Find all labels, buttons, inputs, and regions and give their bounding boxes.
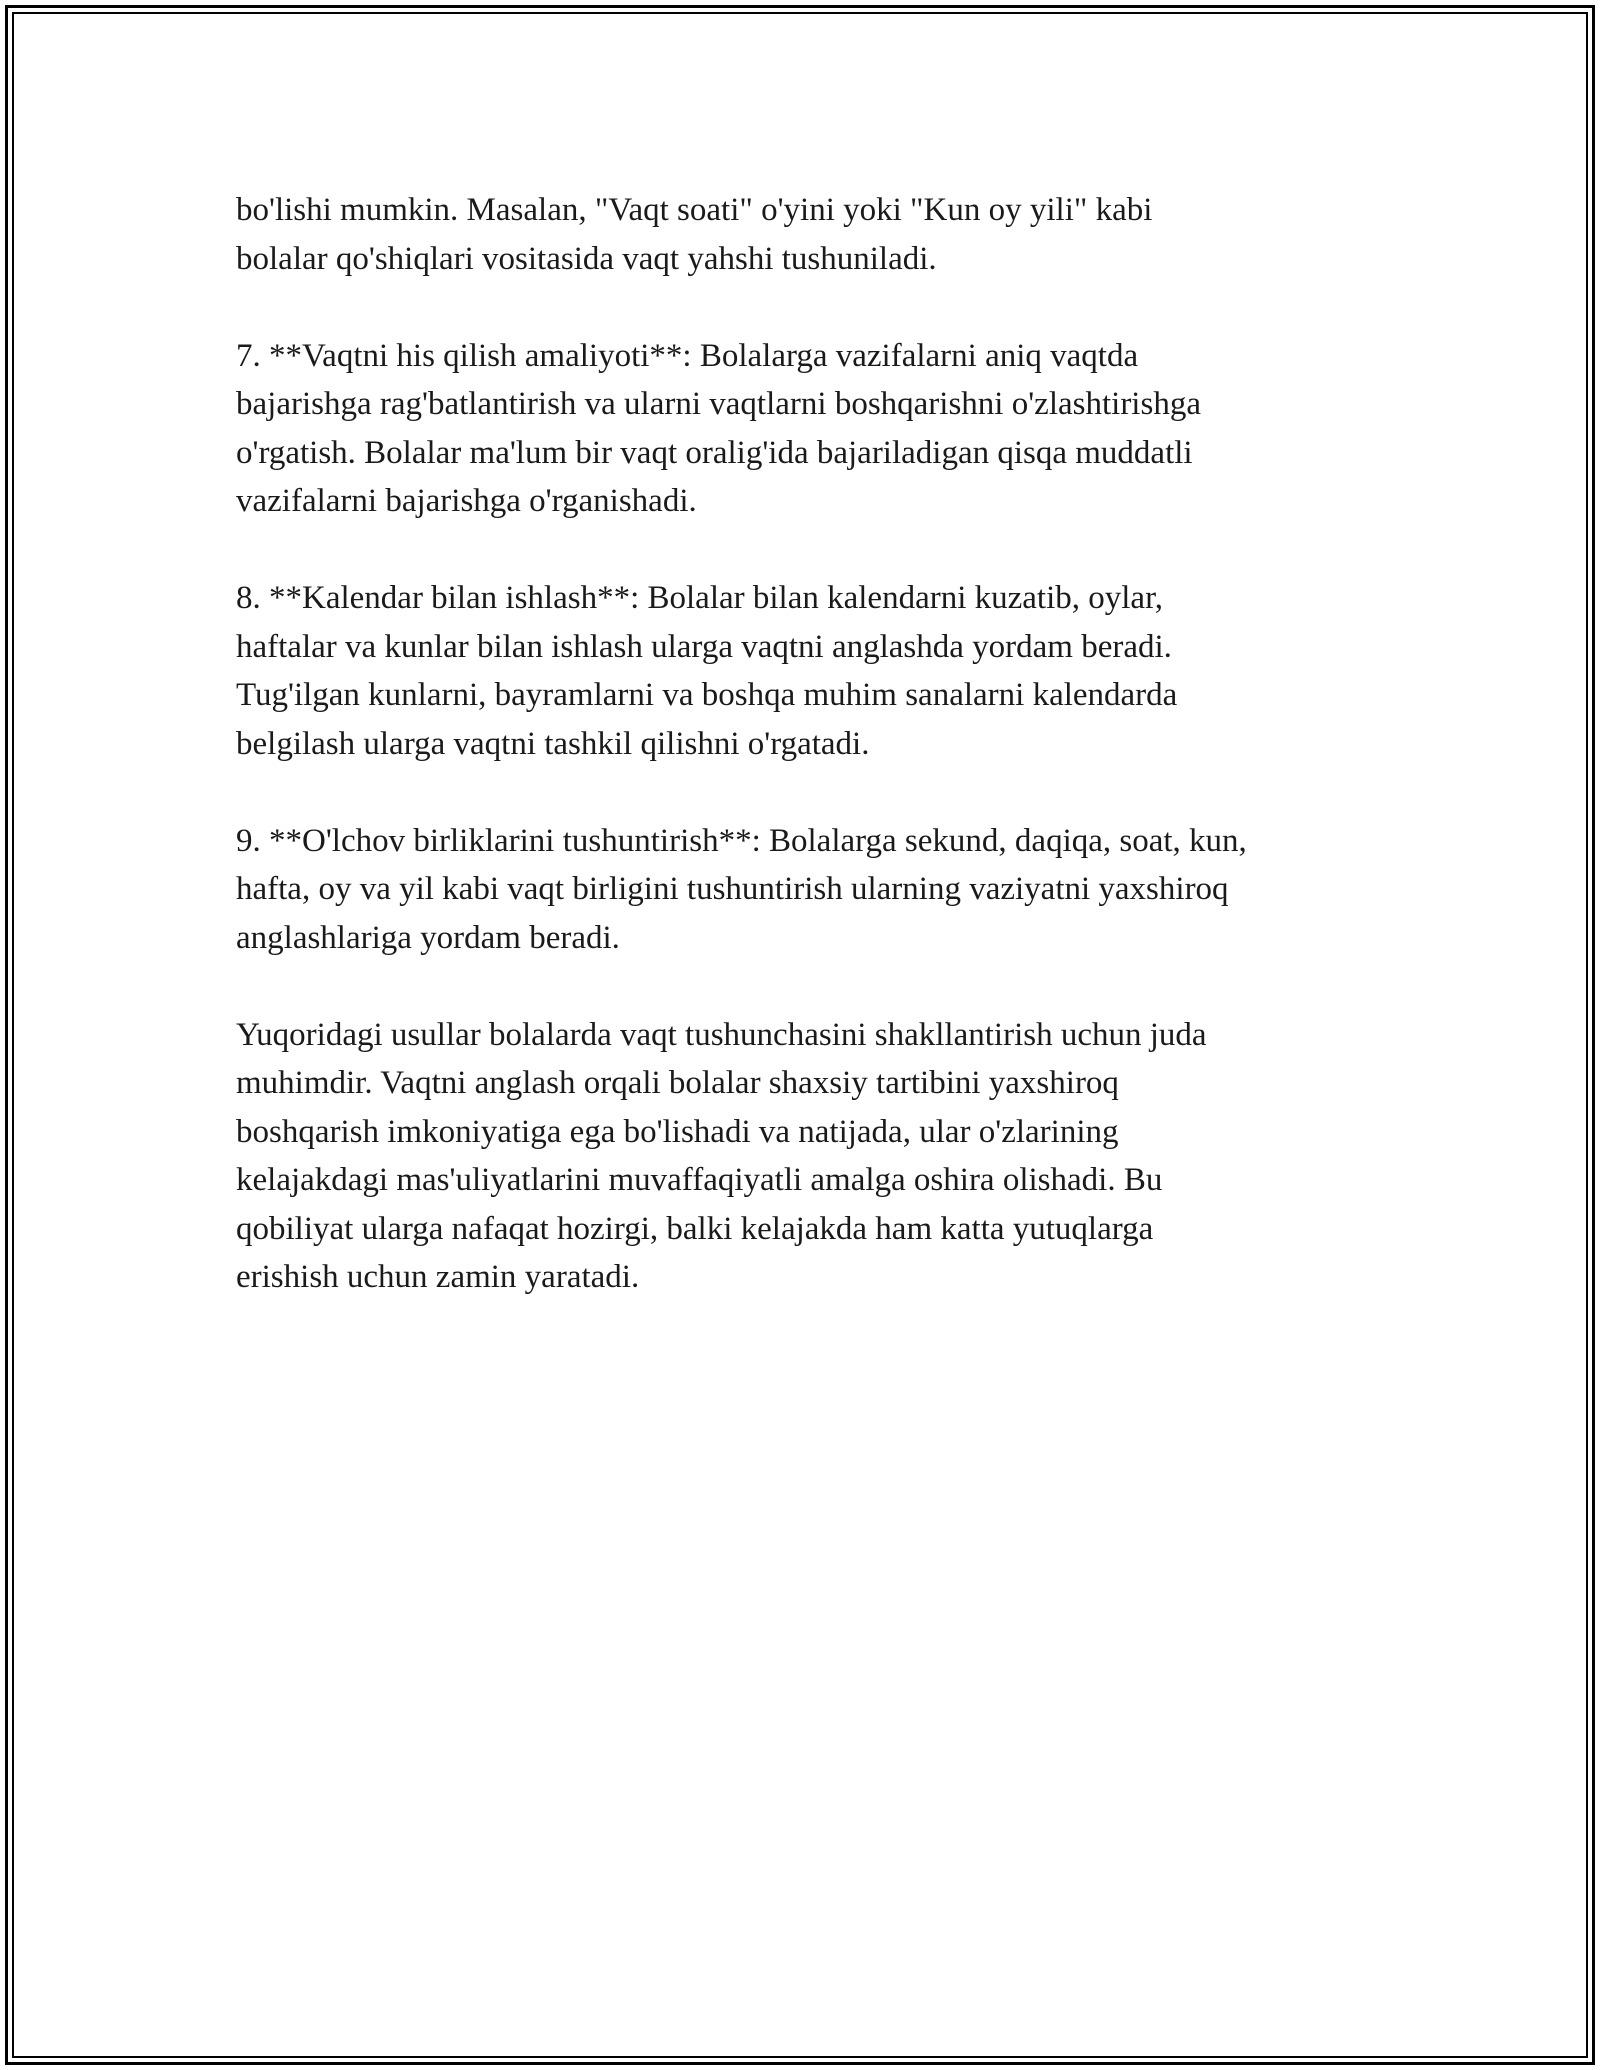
text-line: belgilash ularga vaqtni tashkil qilishni o'rgatadi. xyxy=(236,725,870,762)
text-line: bajarishga rag'batlantirish va ularni vaqtlarni boshqarishni o'zlashtirishga xyxy=(236,386,1201,422)
text-line: 8. **Kalendar bilan ishlash**: Bolalar bilan kalendarni kuzatib, oylar, xyxy=(236,580,1163,616)
document-body xyxy=(236,186,1386,1302)
text-line: haftalar va kunlar bilan ishlash ularga vaqtni anglashda yordam beradi. xyxy=(236,628,1172,665)
text-line: 7. **Vaqtni his qilish amaliyoti**: Bolalarga vazifalarni aniq vaqtda xyxy=(236,337,1139,374)
paragraph-item-7 xyxy=(236,332,1386,526)
text-line: kelajakdagi mas'uliyatlarini muvaffaqiyatli amalga oshira olishadi. Bu xyxy=(236,1162,1163,1198)
paragraph-conclusion xyxy=(236,1011,1386,1302)
paragraph-item-8 xyxy=(236,574,1386,768)
text-line: 9. **O'lchov birliklarini tushuntirish**: Bolalarga sekund, daqiqa, soat, kun, xyxy=(236,822,1247,859)
text-line: Tug'ilgan kunlarni, bayramlarni va boshqa muhim sanalarni kalendarda xyxy=(236,677,1178,713)
text-line: bo'lishi mumkin. Masalan, "Vaqt soati" o'yini yoki "Kun oy yili" kabi xyxy=(236,192,1153,228)
text-line: Yuqoridagi usullar bolalarda vaqt tushunchasini shakllantirish uchun juda xyxy=(236,1016,1207,1053)
text-line: hafta, oy va yil kabi vaqt birligini tushuntirish ularning vaziyatni yaxshiroq xyxy=(236,871,1229,907)
text-line: muhimdir. Vaqtni anglash orqali bolalar shaxsiy tartibini yaxshiroq xyxy=(236,1065,1119,1101)
text-line: anglashlariga yordam beradi. xyxy=(236,919,620,956)
text-line: qobiliyat ularga nafaqat hozirgi, balki kelajakda ham katta yutuqlarga xyxy=(236,1210,1154,1247)
text-line: boshqarish imkoniyatiga ega bo'lishadi va natijada, ular o'zlarining xyxy=(236,1113,1119,1150)
text-line: vazifalarni bajarishga o'rganishadi. xyxy=(236,483,697,519)
paragraph-continuation xyxy=(236,186,1386,283)
text-line: erishish uchun zamin yaratadi. xyxy=(236,1259,640,1295)
text-line: bolalar qo'shiqlari vositasida vaqt yahshi tushuniladi. xyxy=(236,240,937,277)
text-line: o'rgatish. Bolalar ma'lum bir vaqt oralig'ida bajariladigan qisqa muddatli xyxy=(236,434,1193,471)
paragraph-item-9 xyxy=(236,817,1386,963)
